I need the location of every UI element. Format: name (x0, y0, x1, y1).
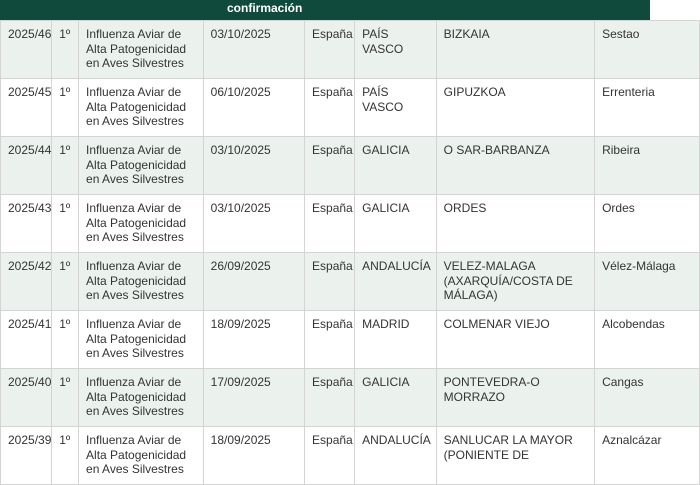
cell-country: España (305, 21, 355, 79)
cell-country: España (305, 137, 355, 195)
cell-disease: Influenza Aviar de Alta Patogenicidad en Aves Silvestres (79, 79, 204, 137)
cell-disease: Influenza Aviar de Alta Patogenicidad en Aves Silvestres (79, 311, 204, 369)
cell-region: PAÍS VASCO (355, 79, 437, 137)
cell-municipality: Vélez-Málaga (595, 253, 700, 311)
cell-province: GIPUZKOA (436, 79, 594, 137)
cell-outbreak-id: 2025/42 (1, 253, 52, 311)
cell-municipality: Cangas (595, 369, 700, 427)
cell-region: ANDALUCÍA (355, 253, 437, 311)
table-header (0, 0, 650, 20)
cell-disease: Influenza Aviar de Alta Patogenicidad en Aves Silvestres (79, 427, 204, 485)
cell-date: 17/09/2025 (203, 369, 304, 427)
cell-date: 18/09/2025 (203, 311, 304, 369)
cell-disease: Influenza Aviar de Alta Patogenicidad en Aves Silvestres (79, 195, 204, 253)
cell-country: España (305, 311, 355, 369)
cell-municipality: Ordes (595, 195, 700, 253)
cell-country: España (305, 427, 355, 485)
cell-province: COLMENAR VIEJO (436, 311, 594, 369)
table-row (1, 369, 700, 427)
cell-outbreak-id: 2025/44 (1, 137, 52, 195)
cell-order: 1º (52, 137, 79, 195)
cell-order: 1º (52, 21, 79, 79)
cell-municipality: Ribeira (595, 137, 700, 195)
cell-date: 03/10/2025 (203, 195, 304, 253)
cell-order: 1º (52, 253, 79, 311)
cell-order: 1º (52, 427, 79, 485)
cell-province: BIZKAIA (436, 21, 594, 79)
cell-disease: Influenza Aviar de Alta Patogenicidad en Aves Silvestres (79, 253, 204, 311)
table-row (1, 21, 700, 79)
header-confirmation-label: confirmación (227, 1, 303, 15)
table-row (1, 253, 700, 311)
cell-outbreak-id: 2025/46 (1, 21, 52, 79)
table-row (1, 195, 700, 253)
table-row (1, 137, 700, 195)
cell-outbreak-id: 2025/43 (1, 195, 52, 253)
table-row (1, 427, 700, 485)
table-row (1, 79, 700, 137)
cell-order: 1º (52, 311, 79, 369)
cell-municipality: Errenteria (595, 79, 700, 137)
cell-date: 03/10/2025 (203, 137, 304, 195)
table-row (1, 311, 700, 369)
cell-country: España (305, 195, 355, 253)
cell-region: ANDALUCÍA (355, 427, 437, 485)
cell-country: España (305, 253, 355, 311)
cell-date: 26/09/2025 (203, 253, 304, 311)
cell-outbreak-id: 2025/40 (1, 369, 52, 427)
cell-order: 1º (52, 195, 79, 253)
cell-region: PAÍS VASCO (355, 21, 437, 79)
cell-province: SANLUCAR LA MAYOR (PONIENTE DE (436, 427, 594, 485)
cell-region: GALICIA (355, 137, 437, 195)
cell-province: VELEZ-MALAGA (AXARQUÍA/COSTA DE MÁLAGA) (436, 253, 594, 311)
cell-province: PONTEVEDRA-O MORRAZO (436, 369, 594, 427)
cell-order: 1º (52, 369, 79, 427)
cell-outbreak-id: 2025/45 (1, 79, 52, 137)
cell-province: ORDES (436, 195, 594, 253)
cell-date: 03/10/2025 (203, 21, 304, 79)
cell-region: GALICIA (355, 195, 437, 253)
cell-outbreak-id: 2025/41 (1, 311, 52, 369)
cell-disease: Influenza Aviar de Alta Patogenicidad en Aves Silvestres (79, 137, 204, 195)
cell-country: España (305, 369, 355, 427)
cell-region: GALICIA (355, 369, 437, 427)
cell-date: 18/09/2025 (203, 427, 304, 485)
outbreaks-table (0, 20, 700, 485)
cell-order: 1º (52, 79, 79, 137)
cell-disease: Influenza Aviar de Alta Patogenicidad en Aves Silvestres (79, 21, 204, 79)
cell-municipality: Alcobendas (595, 311, 700, 369)
cell-outbreak-id: 2025/39 (1, 427, 52, 485)
cell-country: España (305, 79, 355, 137)
cell-disease: Influenza Aviar de Alta Patogenicidad en Aves Silvestres (79, 369, 204, 427)
cell-region: MADRID (355, 311, 437, 369)
cell-date: 06/10/2025 (203, 79, 304, 137)
cell-province: O SAR-BARBANZA (436, 137, 594, 195)
cell-municipality: Sestao (595, 21, 700, 79)
cell-municipality: Aznalcázar (595, 427, 700, 485)
